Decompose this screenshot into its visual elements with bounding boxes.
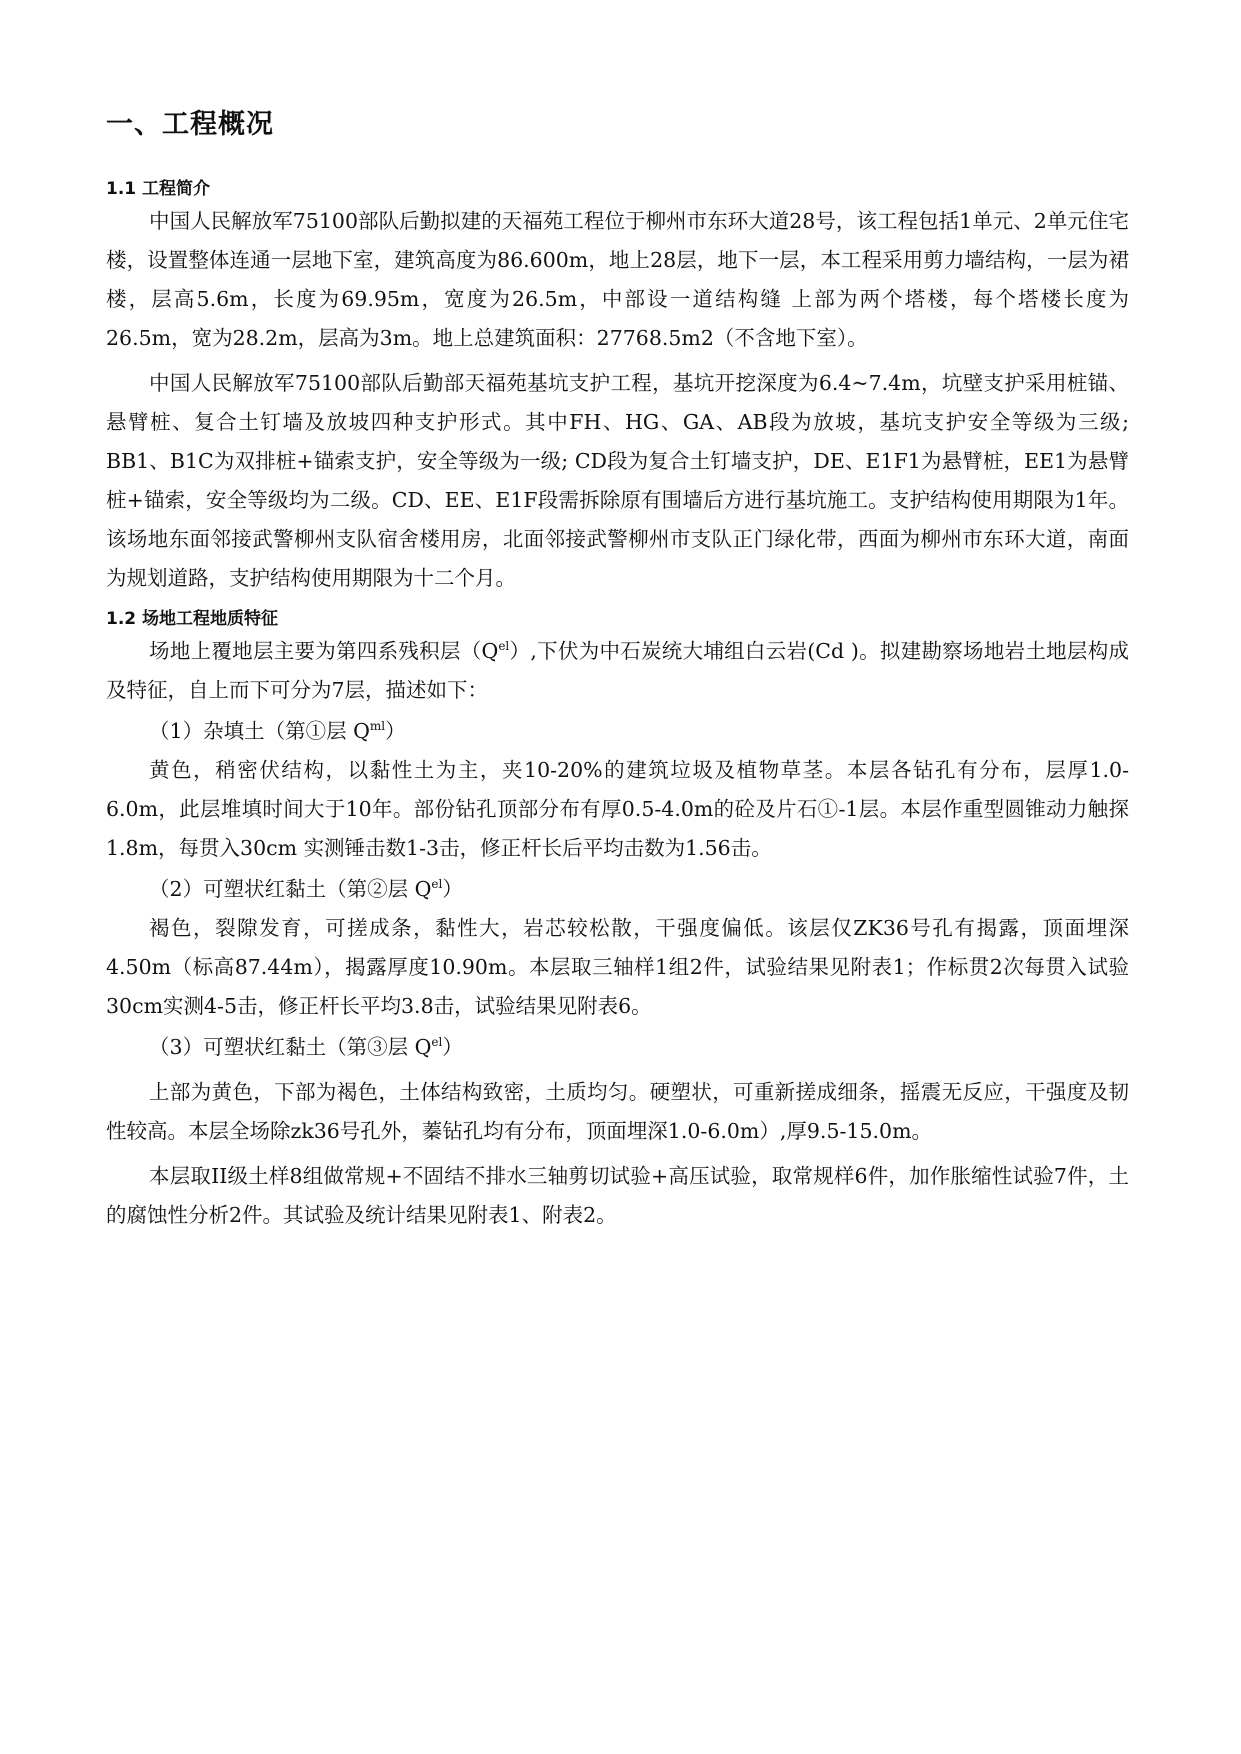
paragraph-geology-intro: 场地上覆地层主要为第四系残积层$(Q^{el})$,下伏为中石炭统大埔组白云岩(Cd )。拟建勘察场地岩土地层构成及特征，自上而下可分为7层，描述如下： <box>106 639 1129 702</box>
paragraph-project-overview: 中国人民解放军75100部队后勤拟建的天福苑工程位于柳州市东环大道28号，该工程包括1单元、2单元住宅楼，设置整体连通一层地下室，建筑高度为86.600m，地上28层，地下一层，本工程采用剪力墙结构，一层为裙楼，层高5.6m，长度为69.95m，宽度为26.5m，中部设一道结构缝 上部为两个塔楼，每个塔楼长度为26.5m，宽为28.2m，层高为3m。地上总建筑面积：27768.5m2（不含地下室）。 <box>106 209 1129 350</box>
layer-2-description: 褐色，裂隙发育，可搓成条，黏性大，岩芯较松散，干强度偏低。该层仅ZK36号孔有揭露，顶面埋深4.50m（标高87.44m），揭露厚度10.90m。本层取三轴样1组2件，试验结果见附表1；作标贯2次每贯入试验30cm实测4-5击，修正杆长平均3.8击，试验结果见附表6。 <box>106 916 1129 1018</box>
section-title-1-2: 1.2 场地工程地质特征 <box>106 609 279 629</box>
layer-3-description: 上部为黄色，下部为褐色，土体结构致密，土质均匀。硬塑状，可重新搓成细条，摇震无反应，干强度及韧性较高。本层全场除zk36号孔外，蓁钻孔均有分布，顶面埋深1.0-6.0m）,厚9.5-15.0m。 <box>106 1080 1129 1143</box>
layer-2-title: （2）可塑状红黏土（第②层 $Q^{el}$） <box>149 877 463 901</box>
layer-3-tests: 本层取II级土样8组做常规+不固结不排水三轴剪切试验+高压试验，取常规样6件，加作胀缩性试验7件，土的腐蚀性分析2件。其试验及统计结果见附表1、附表2。 <box>106 1164 1129 1227</box>
paragraph-foundation-pit: 中国人民解放军75100部队后勤部天福苑基坑支护工程，基坑开挖深度为6.4~7.4m，坑壁支护采用桩锚、悬臂桩、复合土钉墙及放坡四种支护形式。其中FH、HG、GA、AB段为放坡，基坑支护安全等级为三级; BB1、B1C为双排桩+锚索支护，安全等级为一级; CD段为复合土钉墙支护，DE、E1F1为悬臂桩，EE1为悬臂桩+锚索，安全等级均为二级。CD、EE、E1F段需拆除原有围墙后方进行基坑施工。支护结构使用期限为1年。该场地东面邻接武警柳州支队宿舍楼用房，北面邻接武警柳州市支队正门绿化带，西面为柳州市东环大道，南面为规划道路，支护结构使用期限为十二个月。 <box>106 371 1129 590</box>
layer-3-title: （3）可塑状红黏土（第③层 $Q^{el}$） <box>149 1035 463 1059</box>
section-title-1-1: 1.1 工程简介 <box>106 179 211 199</box>
layer-1-title: （1）杂填土（第①层 $Q^{ml}$） <box>149 719 406 743</box>
layer-1-description: 黄色，稍密伏结构，以黏性土为主，夹10-20%的建筑垃圾及植物草茎。本层各钻孔有分布，层厚1.0-6.0m，此层堆填时间大于10年。部份钻孔顶部分布有厚0.5-4.0m的砼及片石①-1层。本层作重型圆锥动力触探1.8m，每贯入30cm 实测锤击数1-3击，修正杆长后平均击数为1.56击。 <box>106 758 1129 860</box>
chapter-heading: 一、工程概况 <box>106 109 274 140</box>
